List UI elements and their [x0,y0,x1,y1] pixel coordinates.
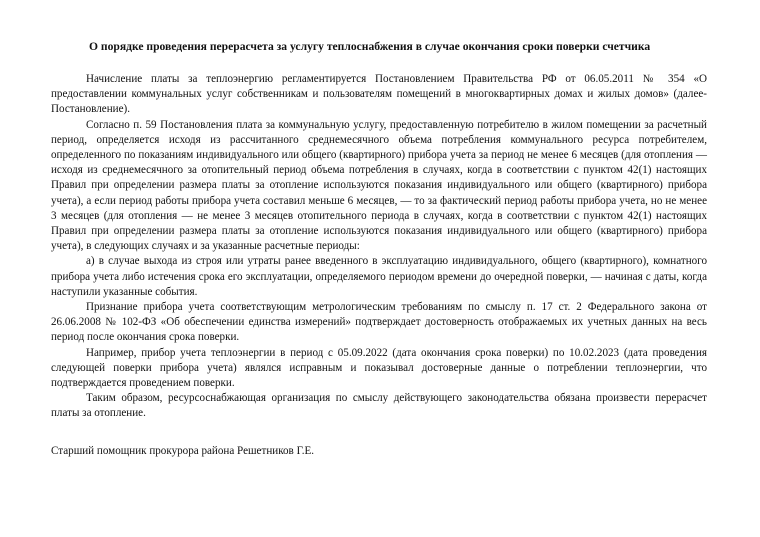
document-body [51,40,707,422]
paragraph-regulation: Начисление платы за теплоэнергию регламентируется Постановлением Правительства РФ от 06.05.2011 № 354 «О предоставлении коммунальных услуг собственникам и пользователям помещений в многоквартирных домах и жилых домов» (далее-Постановление). [51,73,707,116]
paragraph-example: Например, прибор учета теплоэнергии в период с 05.09.2022 (дата окончания срока поверки) по 10.02.2023 (дата проведения следующей поверки прибора учета) являлся исправным и показывал достоверные данные о потреблении теплоэнергии, что подтверждается проведением поверки. [51,346,707,390]
document-title: О порядке проведения перерасчета за услугу теплоснабжения в случае окончания сроки поверки счетчика [89,40,651,53]
signature-line: Старший помощник прокурора района Решетников Г.Е. [51,445,315,457]
paragraph-conclusion: Таким образом, ресурсоснабжающая организация по смыслу действующего законодательства обязана произвести перерасчет платы за отопление. [51,392,707,420]
paragraph-metrology: Признание прибора учета соответствующим метрологическим требованиям по смыслу п. 17 ст. 2 Федерального закона от 26.06.2008 № 102-ФЗ «Об обеспечении единства измерений» подтверждает достоверность отображаемых их учетных данных на весь период после окончания срока поверки. [51,301,707,344]
paragraph-subclause-a: а) в случае выхода из строя или утраты ранее введенного в эксплуатацию индивидуального, общего (квартирного), комнатного прибора учета либо истечения срока его эксплуатации, определяемого периодом времени до очередной поверки, — начиная с даты, когда наступили указанные события. [51,255,707,298]
paragraph-clause-59: Согласно п. 59 Постановления плата за коммунальную услугу, предоставленную потребителю в жилом помещении за расчетный период, определяется исходя из рассчитанного среднемесячного объема потребления коммунального ресурса потребителем, определенного по показаниям индивидуального или общего (квартирного) прибора учета за период не менее 6 месяцев (для отопления — исходя из среднемесячного за отопительный период объема потребления в случаях, когда в соответствии с пунктом 42(1) настоящих Правил при определении размера платы за отопление используются показания индивидуального или общего (квартирного) прибора учета), а если период работы прибора учета составил меньше 6 месяцев, — то за фактический период работы прибора учета, но не менее 3 месяцев (для отопления — не менее 3 месяцев отопительного периода в случаях, когда в соответствии с пунктом 42(1) настоящих Правил при определении размера платы за отопление используются показания индивидуального или общего (квартирного) прибора учета), в следующих случаях и за указанные расчетные периоды: [51,118,707,253]
